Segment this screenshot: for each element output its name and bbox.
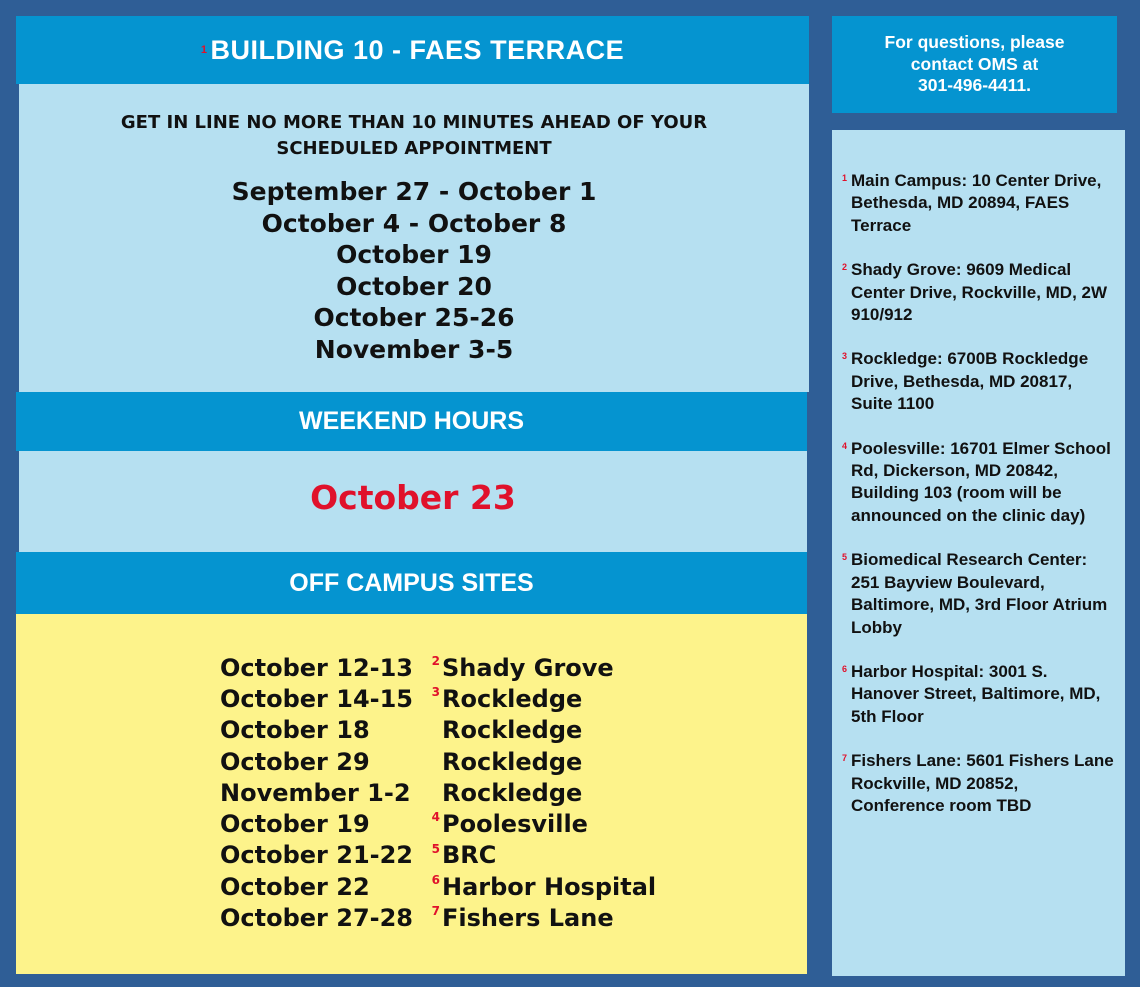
location-text: Main Campus: 10 Center Drive, Bethesda, MD 20894, FAES Terrace [851,171,1102,235]
site-name: Harbor Hospital [442,872,657,901]
weekend-date: October 23 [310,478,516,517]
site-footnote: 5 [431,841,440,856]
locations-panel [832,130,1125,976]
date-item: September 27 - October 1 [231,177,597,206]
weekend-header [16,392,807,451]
location-text: Poolesville: 16701 Elmer School Rd, Dickerson, MD 20842, Building 103 (room will be announced on the clinic day) [851,438,1111,525]
building10-dates-panel [19,84,809,392]
site-row [220,652,656,683]
location-item [842,661,1115,728]
location-text: Harbor Hospital: 3001 S. Hanover Street, Baltimore, MD, 5th Floor [851,661,1101,726]
site-row [220,902,656,933]
contact-line: For questions, please [884,32,1065,53]
site-row [220,715,656,746]
date-item: October 19 [336,240,492,269]
location-item [842,259,1115,326]
site-name: Shady Grove [442,653,614,682]
date-item: October 4 - October 8 [261,208,567,238]
weekend-title: WEEKEND HOURS [298,407,524,435]
location-footnote: 5 [842,552,848,563]
site-name: BRC [442,841,497,870]
site-row [220,683,656,714]
location-item [842,170,1115,237]
location-item [842,750,1115,817]
location-item [842,549,1115,639]
site-row [220,840,656,871]
site-footnote: 6 [431,873,440,888]
site-footnote: 2 [431,654,440,668]
building10-title: BUILDING 10 - FAES TERRACE [210,34,625,65]
site-footnote: 7 [431,904,440,919]
site-row [220,808,656,839]
date-item: October 20 [336,271,492,301]
site-name: Poolesville [442,810,588,839]
site-name: Rockledge [442,684,583,713]
building10-date-list [19,176,809,365]
site-date: October 22 [220,872,370,901]
arrival-notice: GET IN LINE NO MORE THAN 10 MINUTES AHEAD OF YOUR SCHEDULED APPOINTMENT [120,112,708,159]
site-name: Rockledge [442,778,583,807]
location-item [842,438,1115,528]
date-item: October 25-26 [313,303,515,332]
footnote-marker: 1 [200,44,208,56]
contact-box [832,16,1117,113]
location-item [842,348,1115,415]
site-row [220,871,656,902]
location-text: Fishers Lane: 5601 Fishers Lane Rockville, MD 20852, Conference room TBD [851,751,1114,815]
site-name: Rockledge [442,747,583,776]
contact-phone: 301-496-4411. [918,75,1031,96]
off-campus-title: OFF CAMPUS SITES [289,568,534,597]
site-row [220,746,656,777]
location-footnote: 6 [842,663,848,674]
site-date: November 1-2 [220,778,411,807]
location-footnote: 3 [842,351,848,362]
site-footnote: 3 [431,685,440,700]
site-date: October 12-13 [220,653,413,682]
site-date: October 18 [220,716,370,745]
site-footnote: 4 [431,810,440,825]
location-footnote: 2 [842,262,848,273]
location-text: Biomedical Research Center: 251 Bayview Boulevard, Baltimore, MD, 3rd Floor Atrium Lobby [851,550,1108,637]
location-text: Rockledge: 6700B Rockledge Drive, Bethesda, MD 20817, Suite 1100 [851,349,1089,414]
site-name: Rockledge [442,716,583,745]
off-campus-site-list [220,652,656,934]
date-item: November 3-5 [314,334,514,364]
site-date: October 27-28 [220,904,413,933]
building10-header [16,16,809,84]
off-campus-header [16,552,807,614]
site-date: October 19 [220,810,370,839]
location-footnote: 1 [842,173,848,183]
location-footnote: 4 [842,440,848,451]
contact-line: contact OMS at [910,53,1039,74]
off-campus-panel [16,614,807,974]
location-text: Shady Grove: 9609 Medical Center Drive, Rockville, MD, 2W 910/912 [851,260,1108,325]
site-date: October 14-15 [220,684,413,713]
site-name: Fishers Lane [442,904,614,933]
site-date: October 21-22 [220,841,413,870]
location-footnote: 7 [842,753,848,764]
weekend-panel [19,451,807,552]
site-date: October 29 [220,747,370,776]
site-row [220,777,656,808]
